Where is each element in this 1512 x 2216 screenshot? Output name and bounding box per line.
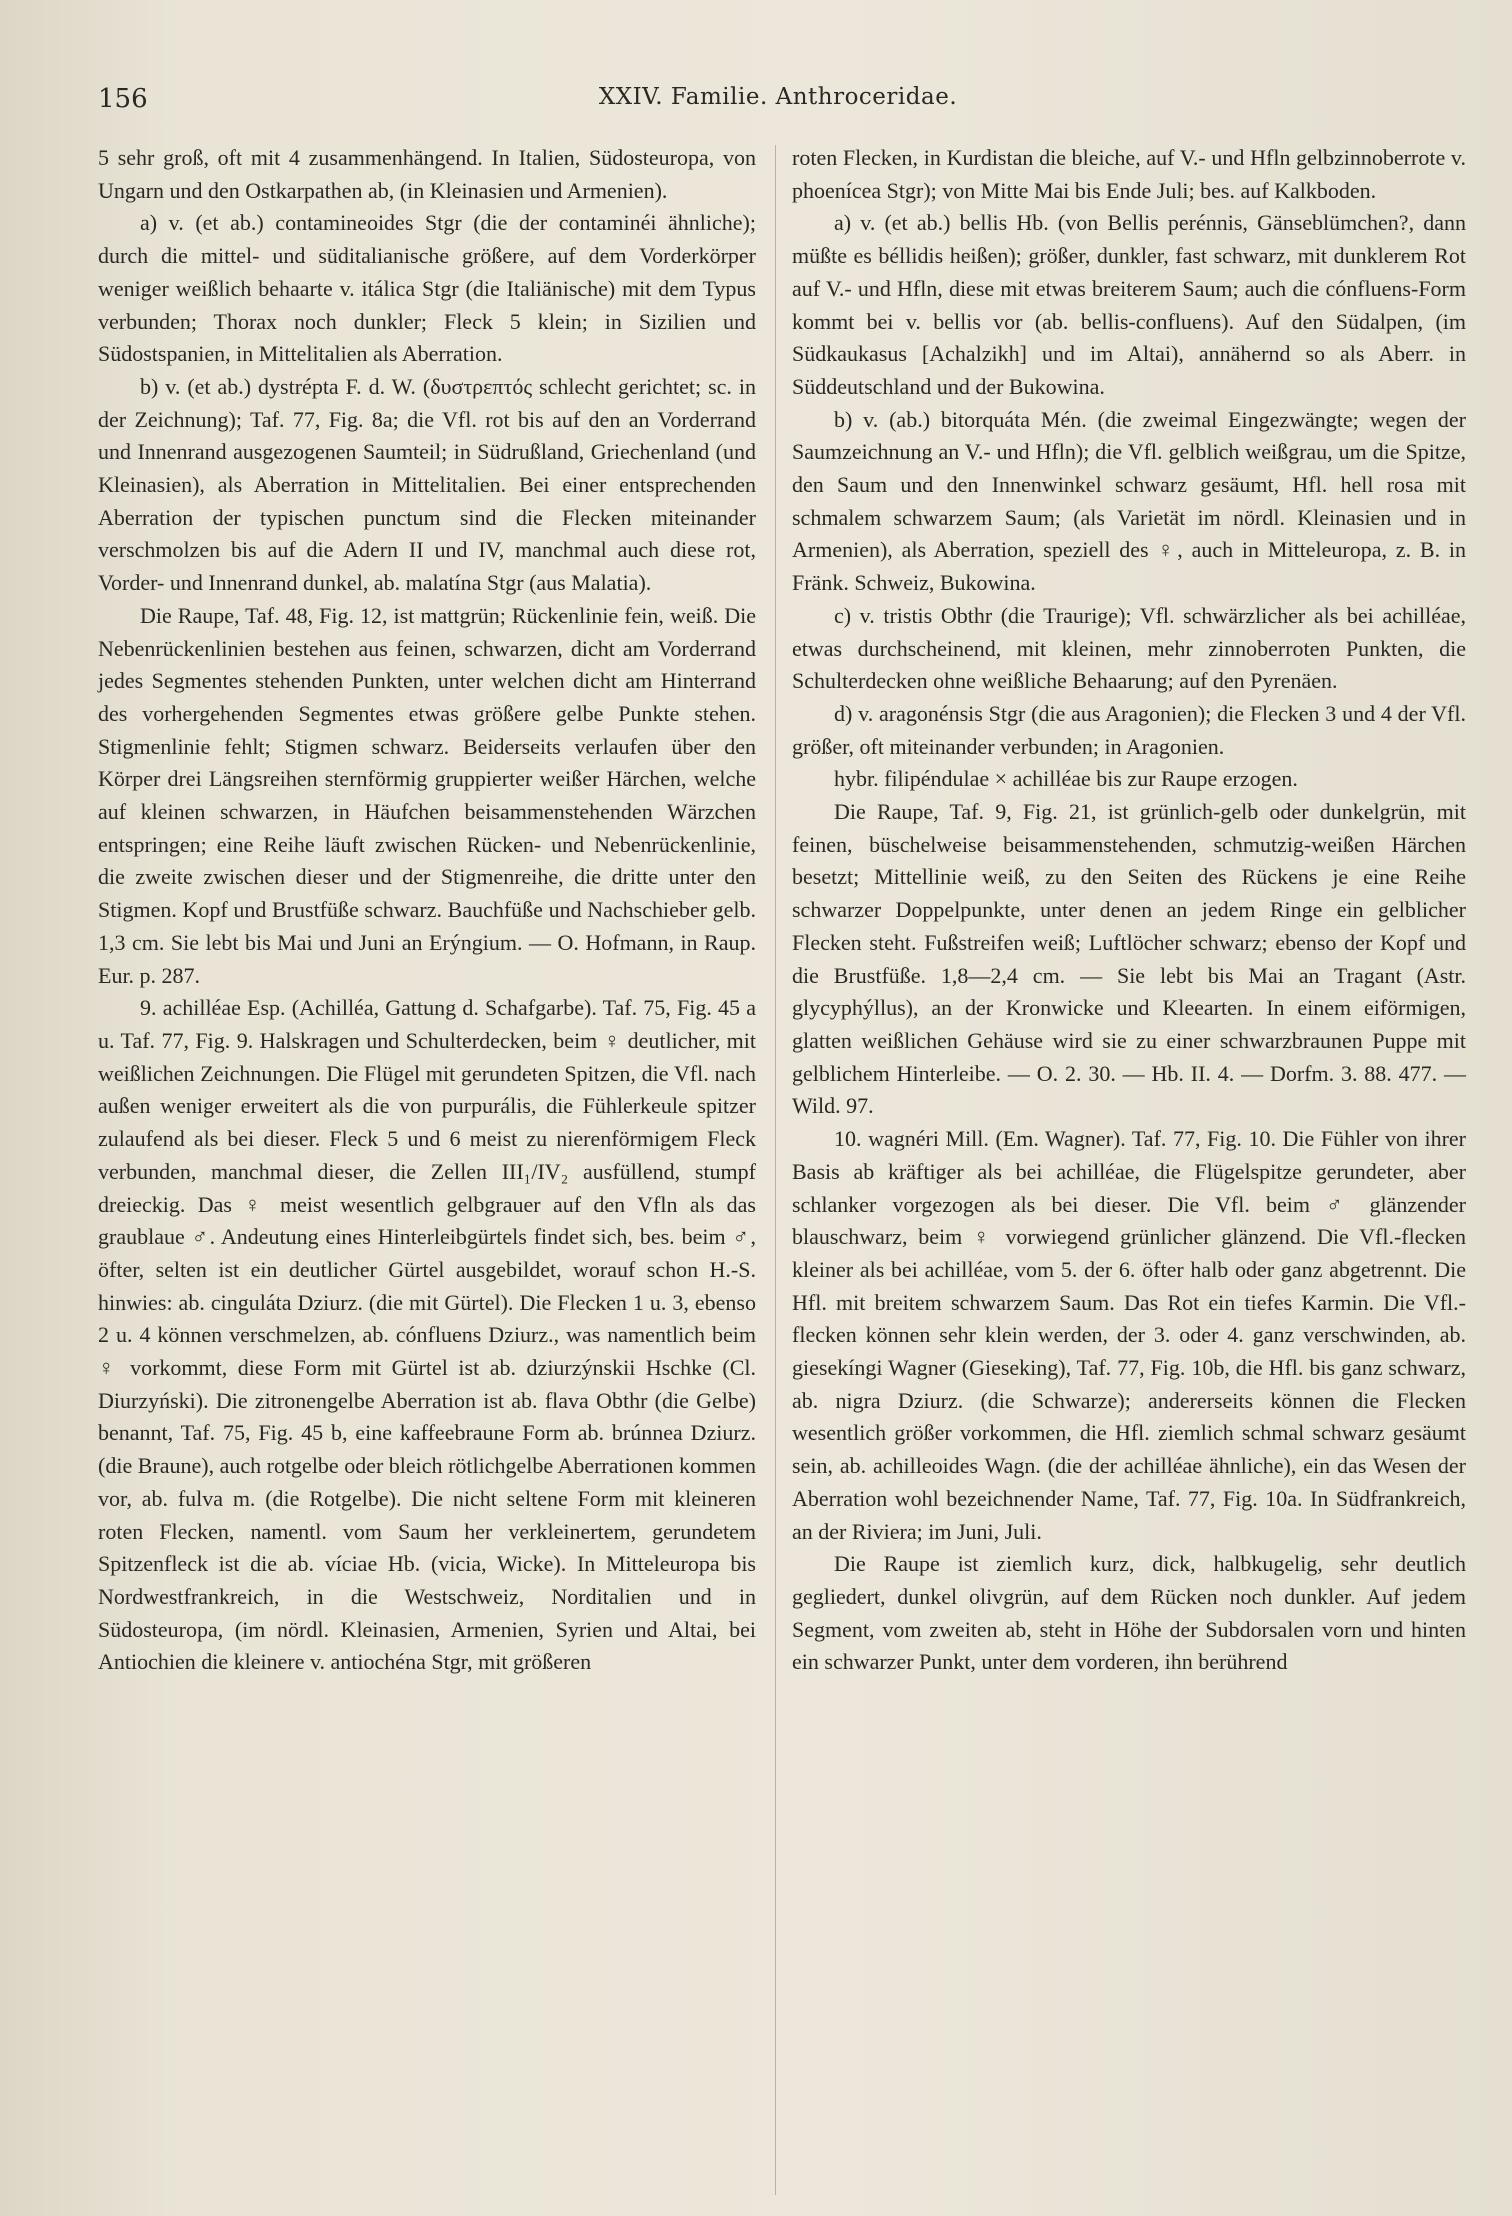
- paragraph: Die Raupe, Taf. 48, Fig. 12, ist mattgrün; Rückenlinie fein, weiß. Die Nebenrückenlinien bestehen aus feinen, schwarzen, dicht am Vorderrand jedes Segmentes stehenden Punkten, unter welchen dicht am Hinterrand des vorhergehenden Segmentes etwas größere gelbe Punkte stehen. Stigmenlinie fehlt; Stigmen schwarz. Beiderseits verlaufen über den Körper drei Längsreihen sternförmig gruppierter weißer Härchen, welche auf kleinen schwarzen, in Häufchen beisammenstehenden Wärzchen entspringen; eine Reihe läuft zwischen Rücken- und Nebenrückenlinie, die zweite zwischen dieser und der Stigmenreihe, die dritte unter den Stigmen. Kopf und Brustfüße schwarz. Bauchfüße und Nachschieber gelb. 1,3 cm. Sie lebt bis Mai und Juni an Erýngium. — O. Hofmann, in Raup. Eur. p. 287.: [98, 602, 756, 988]
- paragraph: a) v. (et ab.) contamineoides Stgr (die der contaminéi ähnliche); durch die mittel- und süditalianische größere, auf dem Vorderkörper weniger weißlich behaarte v. itálica Stgr (die Italiänische) mit dem Typus verbunden; Thorax noch dunkler; Fleck 5 klein; in Sizilien und Südostspanien, in Mittelitalien als Aberration.: [98, 210, 756, 367]
- paragraph: 5 sehr groß, oft mit 4 zusammenhängend. In Italien, Südosteuropa, von Ungarn und den Ostkarpathen ab, (in Kleinasien und Armenien).: [98, 145, 756, 203]
- paragraph: b) v. (et ab.) dystrépta F. d. W. (δυστρεπτός schlecht gerichtet; sc. in der Zeichnung); Taf. 77, Fig. 8a; die Vfl. rot bis auf den an Vorderrand und Innenrand ausgezogenen Saumteil; in Südrußland, Griechenland (und Kleinasien), als Aberration in Mittelitalien. Bei einer entsprechenden Aberration der typischen punctum sind die Flecken miteinander verschmolzen bis auf die Adern II und IV, manchmal auch diese rot, Vorder- und Innenrand dunkel, ab. malatína Stgr (aus Malatia).: [98, 373, 756, 596]
- column-divider: [775, 145, 776, 2195]
- paragraph: hybr. filipéndulae × achilléae bis zur Raupe erzogen.: [834, 766, 1298, 792]
- paragraph: 10. wagnéri Mill. (Em. Wagner). Taf. 77, Fig. 10. Die Fühler von ihrer Basis ab kräftiger als bei achilléae, die Flügelspitze gerundeter, aber schlanker vorgezogen als bei dieser. Die Vfl. beim ♂ glänzender blauschwarz, beim ♀ vorwiegend grünlicher glänzend. Die Vfl.-flecken kleiner als bei achilléae, vom 5. der 6. öfter halb oder ganz abgetrennt. Die Hfl. mit breitem schwarzem Saum. Das Rot ein tiefes Karmin. Die Vfl.-flecken können sehr klein werden, der 3. oder 4. ganz verschwinden, ab. giesekíngi Wagner (Gieseking), Taf. 77, Fig. 10b, die Hfl. bis ganz schwarz, ab. nigra Dziurz. (die Schwarze); andererseits können die Flecken wesentlich größer vorkommen, die Hfl. ziemlich schmal schwarz gesäumt sein, ab. achilleoides Wagn. (die der achilléae ähnliche), ein das Wesen der Aberration wohl bezeichnender Name, Taf. 77, Fig. 10a. In Südfrankreich, an der Riviera; im Juni, Juli.: [792, 1126, 1466, 1544]
- paragraph: roten Flecken, in Kurdistan die bleiche, auf V.- und Hfln gelbzinnoberrote v. phoenícea Stgr); von Mitte Mai bis Ende Juli; bes. auf Kalkboden.: [792, 145, 1466, 203]
- running-head: XXIV. Familie. Anthroceridae.: [598, 84, 958, 110]
- paragraph: Die Raupe, Taf. 9, Fig. 21, ist grünlich-gelb oder dunkelgrün, mit feinen, büschelweise beisammenstehenden, schmutzig-weißen Härchen besetzt; Mittellinie weiß, zu den Seiten des Rückens je eine Reihe schwarzer Doppelpunkte, unter denen an jedem Ringe ein gelblicher Flecken steht. Fußstreifen weiß; Luftlöcher schwarz; ebenso der Kopf und die Brustfüße. 1,8—2,4 cm. — Sie lebt bis Mai an Tragant (Astr. glycyphýllus), an der Kronwicke und Kleearten. In einem eiförmigen, glatten weißlichen Gehäuse wird sie zu einer schwarzbraunen Puppe mit gelblichem Hinterleibe. — O. 2. 30. — Hb. II. 4. — Dorfm. 3. 88. 477. — Wild. 97.: [792, 799, 1466, 1119]
- paragraph: a) v. (et ab.) bellis Hb. (von Bellis perénnis, Gänseblümchen?, dann müßte es béllidis heißen); größer, dunkler, fast schwarz, mit dunklerem Rot auf V.- und Hfln, diese mit etwas breiterem Saum; auch die cónfluens-Form kommt bei v. bellis vor (ab. bellis-confluens). Auf den Südalpen, (im Südkaukasus [Achalzikh] und im Altai), annähernd so als Aberr. in Süddeutschland und der Bukowina.: [792, 210, 1466, 399]
- paragraph: c) v. tristis Obthr (die Traurige); Vfl. schwärzlicher als bei achilléae, etwas durchscheinend, mit kleinen, mehr zinnoberroten Punkten, die Schulterdecken ohne weißliche Behaarung; auf den Pyrenäen.: [792, 602, 1466, 694]
- paragraph: 9. achilléae Esp. (Achilléa, Gattung d. Schafgarbe). Taf. 75, Fig. 45 a u. Taf. 77, Fig. 9. Halskragen und Schulterdecken, beim ♀ deutlicher, mit weißlichen Zeichnungen. Die Flügel mit gerundeten Spitzen, die Vfl. nach außen weniger erweitert als die von purpurális, die Fühlerkeule spitzer zulaufend als bei dieser. Fleck 5 und 6 meist zu nierenförmigem Fleck verbunden, manchmal dieser, die Zellen III₁/IV₂ ausfüllend, stumpf dreieckig. Das ♀ meist wesentlich gelbgrauer auf den Vfln als das graublaue ♂. Andeutung eines Hinterleibgürtels findet sich, bes. beim ♂, öfter, selten ist ein deutlicher Gürtel ausgebildet, worauf schon H.-S. hinwies: ab. cinguláta Dziurz. (die mit Gürtel). Die Flecken 1 u. 3, ebenso 2 u. 4 können verschmelzen, ab. cónfluens Dziurz., was namentlich beim ♀ vorkommt, diese Form mit Gürtel ist ab. dziurzýnskii Hschke (Cl. Diurzyński). Die zitronengelbe Aberration ist ab. flava Obthr (die Gelbe) benannt, Taf. 75, Fig. 45 b, eine kaffeebraune Form ab. brúnnea Dziurz. (die Braune), auch rotgelbe oder bleich rötlichgelbe Aberrationen kommen vor, ab. fulva m. (die Rotgelbe). Die nicht seltene Form mit kleineren roten Flecken, namentl. vom Saum her verkleinertem, gerundetem Spitzenfleck ist die ab. víciae Hb. (vicia, Wicke). In Mitteleuropa bis Nordwestfrankreich, in die Westschweiz, Norditalien und in Südosteuropa, (im nördl. Kleinasien, Armenien, Syrien und Altai, bei Antiochien die kleinere v. antiochéna Stgr, mit größeren: [98, 995, 756, 1675]
- page-header: [98, 84, 1458, 124]
- left-column: [98, 142, 756, 1679]
- paragraph: Die Raupe ist ziemlich kurz, dick, halbkugelig, sehr deutlich gegliedert, dunkel olivgrün, auf dem Rücken noch dunkler. Auf jedem Segment, vom zweiten ab, steht in Höhe der Subdorsalen vorn und hinten ein schwarzer Punkt, unter dem vorderen, ihn berührend: [792, 1551, 1466, 1675]
- paragraph: b) v. (ab.) bitorquáta Mén. (die zweimal Eingezwängte; wegen der Saumzeichnung an V.- und Hfln); die Vfl. gelblich weißgrau, um die Spitze, den Saum und den Innenwinkel schwarz gesäumt, Hfl. hell rosa mit schmalem schwarzem Saum; (als Varietät im nördl. Kleinasien und in Armenien), als Aberration, speziell des ♀, auch in Mitteleuropa, z. B. in Fränk. Schweiz, Bukowina.: [792, 406, 1466, 596]
- paragraph: d) v. aragonénsis Stgr (die aus Aragonien); die Flecken 3 und 4 der Vfl. größer, oft miteinander verbunden; in Aragonien.: [792, 700, 1466, 759]
- right-column: [792, 142, 1466, 1679]
- page-number: 156: [98, 84, 148, 114]
